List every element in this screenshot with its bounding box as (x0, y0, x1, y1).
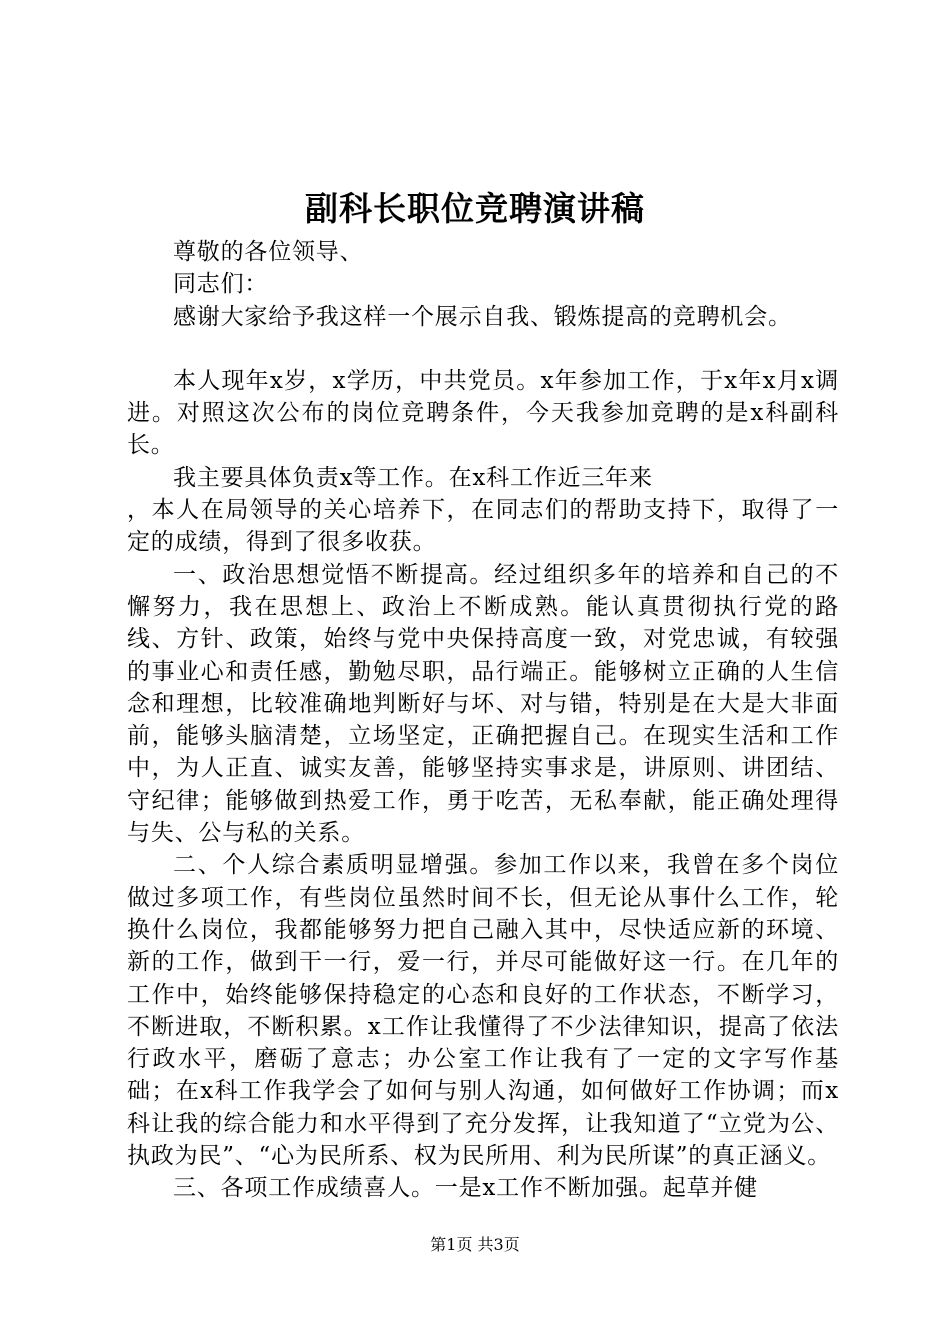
paragraph-gap (127, 333, 839, 365)
document-title: 副科长职位竞聘演讲稿 (305, 189, 645, 228)
paragraph-salutation-2: 同志们： (173, 271, 269, 298)
paragraph-self-intro: 本人现年x岁，x学历，中共党员。x年参加工作，于x年x月x调进。对照这次公布的岗位竞聘条件，今天我参加竞聘的是x科副科长。 (127, 367, 839, 459)
paragraph-salutation-1: 尊敬的各位领导、 (173, 239, 364, 265)
paragraph-achievements: ，本人在局领导的关心培养下，在同志们的帮助支持下，取得了一定的成绩，得到了很多收获。 (127, 497, 839, 556)
paragraph-section-three: 三、各项工作成绩喜人。一是x工作不断加强。起草并健 (173, 1175, 758, 1202)
page-footer: 第1页 共3页 (430, 1235, 520, 1254)
paragraph-section-two: 二、个人综合素质明显增强。参加工作以来，我曾在多个岗位做过多项工作，有些岗位虽然时间不长，但无论从事什么工作，轮换什么岗位，我都能够努力把自己融入其中，尽快适应新的环境、新的工作，做到干一行，爱一行，并尽可能做好这一行。在几年的工作中，始终能够保持稳定的心态和良好的工作状态，不断学习，不断进取，不断积累。x工作让我懂得了不少法律知识，提高了依法行政水平，磨砺了意志；办公室工作让我有了一定的文字写作基础；在x科工作我学会了如何与别人沟通，如何做好工作协调；而x科让我的综合能力和水平得到了充分发挥，让我知道了“立党为公、执政为民”、“心为民所系、权为民所用、利为民所谋”的真正涵义。 (127, 852, 839, 1170)
paragraph-section-one: 一、政治思想觉悟不断提高。经过组织多年的培养和自己的不懈努力，我在思想上、政治上不断成熟。能认真贯彻执行党的路线、方针、政策，始终与党中央保持高度一致，对党忠诚，有较强的事业心和责任感，勤勉尽职，品行端正。能够树立正确的人生信念和理想，比较准确地判断好与坏、对与错，特别是在大是大非面前，能够头脑清楚，立场坚定，正确把握自己。在现实生活和工作中，为人正直、诚实友善，能够坚持实事求是，讲原则、讲团结、守纪律；能够做到热爱工作，勇于吃苦，无私奉献，能正确处理得与失、公与私的关系。 (127, 561, 839, 847)
document-body (127, 236, 839, 1205)
paragraph-thanks: 感谢大家给予我这样一个展示自我、锻炼提高的竞聘机会。 (173, 303, 792, 330)
paragraph-duties: 我主要具体负责x等工作。在x科工作近三年来 (173, 464, 653, 491)
